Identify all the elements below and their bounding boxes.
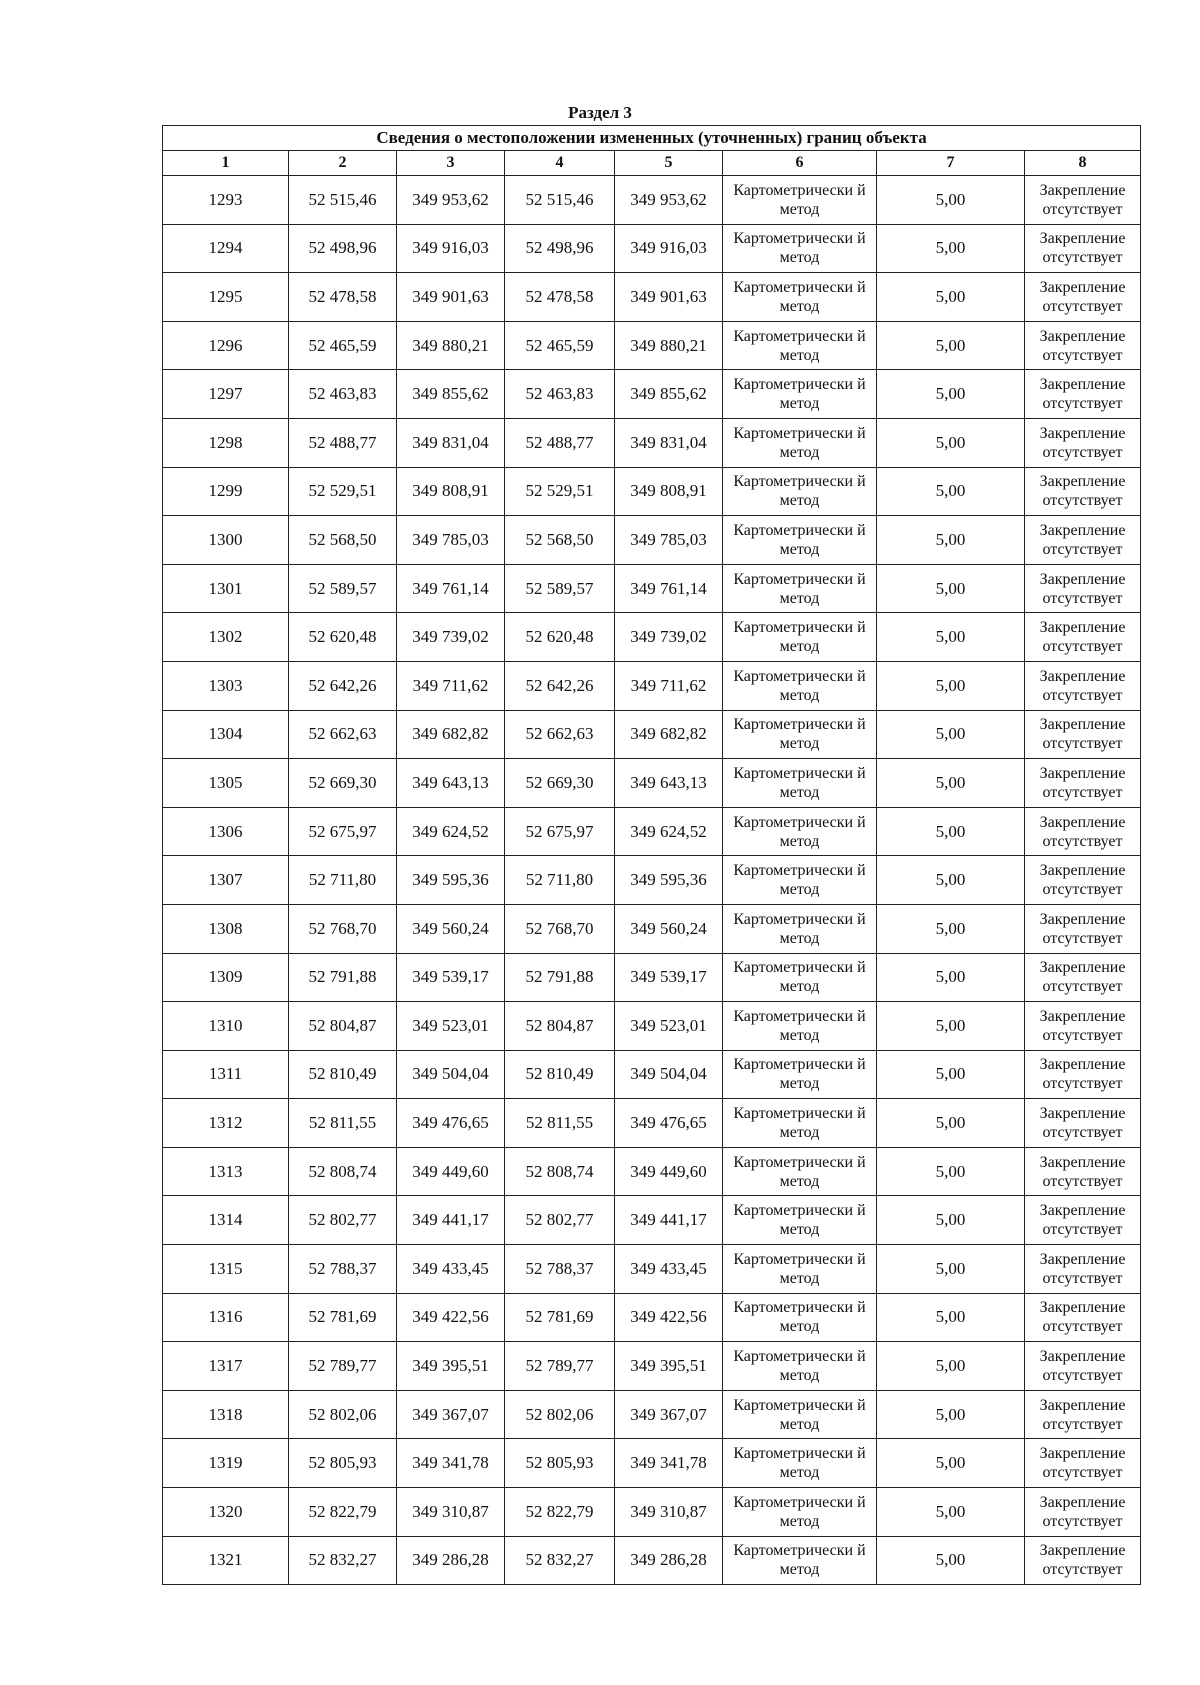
table-row bbox=[163, 953, 1141, 1002]
refined-x-cell: 52 463,83 bbox=[505, 370, 615, 419]
existing-x-cell: 52 488,77 bbox=[289, 418, 397, 467]
existing-x-cell: 52 802,06 bbox=[289, 1390, 397, 1439]
point-number-cell: 1305 bbox=[163, 759, 289, 808]
fixing-cell: Закрепление отсутствует bbox=[1025, 1536, 1141, 1585]
existing-x-cell: 52 802,77 bbox=[289, 1196, 397, 1245]
table-row bbox=[163, 467, 1141, 516]
method-cell: Картометрически й метод bbox=[723, 1147, 877, 1196]
refined-x-cell: 52 675,97 bbox=[505, 807, 615, 856]
refined-x-cell: 52 791,88 bbox=[505, 953, 615, 1002]
existing-y-cell: 349 476,65 bbox=[397, 1099, 505, 1148]
table-row bbox=[163, 613, 1141, 662]
point-number-cell: 1320 bbox=[163, 1488, 289, 1537]
point-number-cell: 1297 bbox=[163, 370, 289, 419]
table-row bbox=[163, 1147, 1141, 1196]
existing-x-cell: 52 808,74 bbox=[289, 1147, 397, 1196]
refined-x-cell: 52 805,93 bbox=[505, 1439, 615, 1488]
existing-x-cell: 52 675,97 bbox=[289, 807, 397, 856]
refined-x-cell: 52 811,55 bbox=[505, 1099, 615, 1148]
existing-y-cell: 349 286,28 bbox=[397, 1536, 505, 1585]
column-number: 2 bbox=[289, 151, 397, 176]
point-number-cell: 1317 bbox=[163, 1342, 289, 1391]
table-row bbox=[163, 1536, 1141, 1585]
point-number-cell: 1308 bbox=[163, 904, 289, 953]
existing-y-cell: 349 504,04 bbox=[397, 1050, 505, 1099]
fixing-cell: Закрепление отсутствует bbox=[1025, 953, 1141, 1002]
table-row bbox=[163, 1439, 1141, 1488]
accuracy-cell: 5,00 bbox=[877, 904, 1025, 953]
column-number: 6 bbox=[723, 151, 877, 176]
refined-x-cell: 52 488,77 bbox=[505, 418, 615, 467]
refined-x-cell: 52 478,58 bbox=[505, 273, 615, 322]
fixing-cell: Закрепление отсутствует bbox=[1025, 1390, 1141, 1439]
existing-y-cell: 349 441,17 bbox=[397, 1196, 505, 1245]
refined-y-cell: 349 808,91 bbox=[615, 467, 723, 516]
existing-x-cell: 52 788,37 bbox=[289, 1245, 397, 1294]
fixing-cell: Закрепление отсутствует bbox=[1025, 1196, 1141, 1245]
refined-y-cell: 349 422,56 bbox=[615, 1293, 723, 1342]
fixing-cell: Закрепление отсутствует bbox=[1025, 224, 1141, 273]
accuracy-cell: 5,00 bbox=[877, 953, 1025, 1002]
existing-x-cell: 52 620,48 bbox=[289, 613, 397, 662]
refined-x-cell: 52 810,49 bbox=[505, 1050, 615, 1099]
fixing-cell: Закрепление отсутствует bbox=[1025, 759, 1141, 808]
existing-x-cell: 52 463,83 bbox=[289, 370, 397, 419]
refined-x-cell: 52 662,63 bbox=[505, 710, 615, 759]
refined-y-cell: 349 476,65 bbox=[615, 1099, 723, 1148]
fixing-cell: Закрепление отсутствует bbox=[1025, 273, 1141, 322]
refined-x-cell: 52 642,26 bbox=[505, 661, 615, 710]
point-number-cell: 1299 bbox=[163, 467, 289, 516]
refined-x-cell: 52 788,37 bbox=[505, 1245, 615, 1294]
accuracy-cell: 5,00 bbox=[877, 710, 1025, 759]
existing-y-cell: 349 539,17 bbox=[397, 953, 505, 1002]
point-number-cell: 1298 bbox=[163, 418, 289, 467]
accuracy-cell: 5,00 bbox=[877, 1245, 1025, 1294]
method-cell: Картометрически й метод bbox=[723, 467, 877, 516]
refined-y-cell: 349 367,07 bbox=[615, 1390, 723, 1439]
point-number-cell: 1312 bbox=[163, 1099, 289, 1148]
refined-y-cell: 349 441,17 bbox=[615, 1196, 723, 1245]
refined-y-cell: 349 523,01 bbox=[615, 1002, 723, 1051]
existing-y-cell: 349 341,78 bbox=[397, 1439, 505, 1488]
method-cell: Картометрически й метод bbox=[723, 1050, 877, 1099]
point-number-cell: 1321 bbox=[163, 1536, 289, 1585]
existing-x-cell: 52 589,57 bbox=[289, 564, 397, 613]
accuracy-cell: 5,00 bbox=[877, 370, 1025, 419]
fixing-cell: Закрепление отсутствует bbox=[1025, 1147, 1141, 1196]
accuracy-cell: 5,00 bbox=[877, 1050, 1025, 1099]
method-cell: Картометрически й метод bbox=[723, 370, 877, 419]
accuracy-cell: 5,00 bbox=[877, 418, 1025, 467]
existing-y-cell: 349 901,63 bbox=[397, 273, 505, 322]
existing-x-cell: 52 822,79 bbox=[289, 1488, 397, 1537]
refined-x-cell: 52 711,80 bbox=[505, 856, 615, 905]
point-number-cell: 1319 bbox=[163, 1439, 289, 1488]
existing-y-cell: 349 395,51 bbox=[397, 1342, 505, 1391]
table-row bbox=[163, 904, 1141, 953]
existing-x-cell: 52 811,55 bbox=[289, 1099, 397, 1148]
fixing-cell: Закрепление отсутствует bbox=[1025, 661, 1141, 710]
refined-x-cell: 52 620,48 bbox=[505, 613, 615, 662]
refined-x-cell: 52 515,46 bbox=[505, 176, 615, 225]
point-number-cell: 1307 bbox=[163, 856, 289, 905]
table-row bbox=[163, 1099, 1141, 1148]
accuracy-cell: 5,00 bbox=[877, 564, 1025, 613]
table-row bbox=[163, 856, 1141, 905]
existing-y-cell: 349 761,14 bbox=[397, 564, 505, 613]
point-number-cell: 1306 bbox=[163, 807, 289, 856]
refined-y-cell: 349 831,04 bbox=[615, 418, 723, 467]
refined-y-cell: 349 341,78 bbox=[615, 1439, 723, 1488]
fixing-cell: Закрепление отсутствует bbox=[1025, 1439, 1141, 1488]
accuracy-cell: 5,00 bbox=[877, 1390, 1025, 1439]
refined-y-cell: 349 643,13 bbox=[615, 759, 723, 808]
accuracy-cell: 5,00 bbox=[877, 1342, 1025, 1391]
table-row bbox=[163, 418, 1141, 467]
accuracy-cell: 5,00 bbox=[877, 1196, 1025, 1245]
existing-x-cell: 52 662,63 bbox=[289, 710, 397, 759]
method-cell: Картометрически й метод bbox=[723, 321, 877, 370]
refined-y-cell: 349 595,36 bbox=[615, 856, 723, 905]
existing-y-cell: 349 739,02 bbox=[397, 613, 505, 662]
method-cell: Картометрически й метод bbox=[723, 418, 877, 467]
existing-x-cell: 52 804,87 bbox=[289, 1002, 397, 1051]
refined-y-cell: 349 286,28 bbox=[615, 1536, 723, 1585]
method-cell: Картометрически й метод bbox=[723, 516, 877, 565]
method-cell: Картометрически й метод bbox=[723, 904, 877, 953]
refined-y-cell: 349 739,02 bbox=[615, 613, 723, 662]
fixing-cell: Закрепление отсутствует bbox=[1025, 904, 1141, 953]
method-cell: Картометрически й метод bbox=[723, 661, 877, 710]
refined-y-cell: 349 310,87 bbox=[615, 1488, 723, 1537]
table-row bbox=[163, 224, 1141, 273]
accuracy-cell: 5,00 bbox=[877, 1099, 1025, 1148]
point-number-cell: 1301 bbox=[163, 564, 289, 613]
fixing-cell: Закрепление отсутствует bbox=[1025, 176, 1141, 225]
method-cell: Картометрически й метод bbox=[723, 1002, 877, 1051]
table-row bbox=[163, 759, 1141, 808]
table-row bbox=[163, 807, 1141, 856]
fixing-cell: Закрепление отсутствует bbox=[1025, 370, 1141, 419]
fixing-cell: Закрепление отсутствует bbox=[1025, 1342, 1141, 1391]
existing-y-cell: 349 808,91 bbox=[397, 467, 505, 516]
existing-y-cell: 349 523,01 bbox=[397, 1002, 505, 1051]
refined-y-cell: 349 539,17 bbox=[615, 953, 723, 1002]
method-cell: Картометрически й метод bbox=[723, 807, 877, 856]
accuracy-cell: 5,00 bbox=[877, 467, 1025, 516]
method-cell: Картометрически й метод bbox=[723, 224, 877, 273]
method-cell: Картометрически й метод bbox=[723, 1293, 877, 1342]
column-number: 8 bbox=[1025, 151, 1141, 176]
refined-x-cell: 52 832,27 bbox=[505, 1536, 615, 1585]
coordinates-table bbox=[162, 125, 1141, 1585]
accuracy-cell: 5,00 bbox=[877, 321, 1025, 370]
refined-y-cell: 349 395,51 bbox=[615, 1342, 723, 1391]
refined-x-cell: 52 669,30 bbox=[505, 759, 615, 808]
refined-x-cell: 52 802,06 bbox=[505, 1390, 615, 1439]
refined-y-cell: 349 711,62 bbox=[615, 661, 723, 710]
method-cell: Картометрически й метод bbox=[723, 1196, 877, 1245]
refined-y-cell: 349 880,21 bbox=[615, 321, 723, 370]
refined-x-cell: 52 804,87 bbox=[505, 1002, 615, 1051]
refined-x-cell: 52 589,57 bbox=[505, 564, 615, 613]
existing-x-cell: 52 568,50 bbox=[289, 516, 397, 565]
table-row bbox=[163, 1390, 1141, 1439]
refined-y-cell: 349 682,82 bbox=[615, 710, 723, 759]
table-row bbox=[163, 370, 1141, 419]
accuracy-cell: 5,00 bbox=[877, 613, 1025, 662]
point-number-cell: 1293 bbox=[163, 176, 289, 225]
point-number-cell: 1295 bbox=[163, 273, 289, 322]
fixing-cell: Закрепление отсутствует bbox=[1025, 1099, 1141, 1148]
refined-x-cell: 52 568,50 bbox=[505, 516, 615, 565]
table-row bbox=[163, 321, 1141, 370]
existing-x-cell: 52 498,96 bbox=[289, 224, 397, 273]
column-number: 5 bbox=[615, 151, 723, 176]
existing-x-cell: 52 529,51 bbox=[289, 467, 397, 516]
fixing-cell: Закрепление отсутствует bbox=[1025, 613, 1141, 662]
existing-y-cell: 349 711,62 bbox=[397, 661, 505, 710]
point-number-cell: 1296 bbox=[163, 321, 289, 370]
fixing-cell: Закрепление отсутствует bbox=[1025, 1002, 1141, 1051]
accuracy-cell: 5,00 bbox=[877, 1536, 1025, 1585]
point-number-cell: 1300 bbox=[163, 516, 289, 565]
fixing-cell: Закрепление отсутствует bbox=[1025, 564, 1141, 613]
refined-x-cell: 52 822,79 bbox=[505, 1488, 615, 1537]
fixing-cell: Закрепление отсутствует bbox=[1025, 418, 1141, 467]
existing-y-cell: 349 880,21 bbox=[397, 321, 505, 370]
existing-y-cell: 349 682,82 bbox=[397, 710, 505, 759]
refined-y-cell: 349 560,24 bbox=[615, 904, 723, 953]
method-cell: Картометрически й метод bbox=[723, 1488, 877, 1537]
method-cell: Картометрически й метод bbox=[723, 1245, 877, 1294]
accuracy-cell: 5,00 bbox=[877, 1002, 1025, 1051]
method-cell: Картометрически й метод bbox=[723, 1390, 877, 1439]
fixing-cell: Закрепление отсутствует bbox=[1025, 321, 1141, 370]
refined-y-cell: 349 916,03 bbox=[615, 224, 723, 273]
column-number: 1 bbox=[163, 151, 289, 176]
existing-y-cell: 349 595,36 bbox=[397, 856, 505, 905]
existing-x-cell: 52 669,30 bbox=[289, 759, 397, 808]
refined-x-cell: 52 802,77 bbox=[505, 1196, 615, 1245]
existing-x-cell: 52 478,58 bbox=[289, 273, 397, 322]
existing-y-cell: 349 433,45 bbox=[397, 1245, 505, 1294]
refined-x-cell: 52 465,59 bbox=[505, 321, 615, 370]
existing-y-cell: 349 953,62 bbox=[397, 176, 505, 225]
table-row bbox=[163, 564, 1141, 613]
accuracy-cell: 5,00 bbox=[877, 661, 1025, 710]
fixing-cell: Закрепление отсутствует bbox=[1025, 856, 1141, 905]
existing-y-cell: 349 916,03 bbox=[397, 224, 505, 273]
point-number-cell: 1313 bbox=[163, 1147, 289, 1196]
accuracy-cell: 5,00 bbox=[877, 1147, 1025, 1196]
existing-x-cell: 52 465,59 bbox=[289, 321, 397, 370]
table-row bbox=[163, 661, 1141, 710]
refined-x-cell: 52 781,69 bbox=[505, 1293, 615, 1342]
method-cell: Картометрически й метод bbox=[723, 710, 877, 759]
point-number-cell: 1309 bbox=[163, 953, 289, 1002]
existing-x-cell: 52 805,93 bbox=[289, 1439, 397, 1488]
table-caption: Сведения о местоположении измененных (уточненных) границ объекта bbox=[163, 126, 1141, 151]
accuracy-cell: 5,00 bbox=[877, 1293, 1025, 1342]
table-row bbox=[163, 1245, 1141, 1294]
existing-y-cell: 349 831,04 bbox=[397, 418, 505, 467]
fixing-cell: Закрепление отсутствует bbox=[1025, 1293, 1141, 1342]
table-row bbox=[163, 1488, 1141, 1537]
existing-x-cell: 52 810,49 bbox=[289, 1050, 397, 1099]
existing-x-cell: 52 642,26 bbox=[289, 661, 397, 710]
table-row bbox=[163, 1196, 1141, 1245]
fixing-cell: Закрепление отсутствует bbox=[1025, 710, 1141, 759]
table-row bbox=[163, 710, 1141, 759]
fixing-cell: Закрепление отсутствует bbox=[1025, 1245, 1141, 1294]
point-number-cell: 1302 bbox=[163, 613, 289, 662]
fixing-cell: Закрепление отсутствует bbox=[1025, 467, 1141, 516]
table-row bbox=[163, 1293, 1141, 1342]
table-body bbox=[163, 176, 1141, 1585]
existing-y-cell: 349 855,62 bbox=[397, 370, 505, 419]
method-cell: Картометрически й метод bbox=[723, 953, 877, 1002]
method-cell: Картометрически й метод bbox=[723, 613, 877, 662]
refined-y-cell: 349 504,04 bbox=[615, 1050, 723, 1099]
method-cell: Картометрически й метод bbox=[723, 273, 877, 322]
existing-x-cell: 52 789,77 bbox=[289, 1342, 397, 1391]
method-cell: Картометрически й метод bbox=[723, 856, 877, 905]
existing-x-cell: 52 768,70 bbox=[289, 904, 397, 953]
method-cell: Картометрически й метод bbox=[723, 1099, 877, 1148]
point-number-cell: 1318 bbox=[163, 1390, 289, 1439]
existing-y-cell: 349 310,87 bbox=[397, 1488, 505, 1537]
point-number-cell: 1304 bbox=[163, 710, 289, 759]
point-number-cell: 1310 bbox=[163, 1002, 289, 1051]
fixing-cell: Закрепление отсутствует bbox=[1025, 1050, 1141, 1099]
method-cell: Картометрически й метод bbox=[723, 1536, 877, 1585]
existing-y-cell: 349 624,52 bbox=[397, 807, 505, 856]
refined-y-cell: 349 449,60 bbox=[615, 1147, 723, 1196]
refined-x-cell: 52 789,77 bbox=[505, 1342, 615, 1391]
accuracy-cell: 5,00 bbox=[877, 856, 1025, 905]
column-number-row bbox=[163, 151, 1141, 176]
existing-y-cell: 349 785,03 bbox=[397, 516, 505, 565]
refined-y-cell: 349 624,52 bbox=[615, 807, 723, 856]
method-cell: Картометрически й метод bbox=[723, 1439, 877, 1488]
point-number-cell: 1316 bbox=[163, 1293, 289, 1342]
existing-y-cell: 349 643,13 bbox=[397, 759, 505, 808]
point-number-cell: 1314 bbox=[163, 1196, 289, 1245]
accuracy-cell: 5,00 bbox=[877, 759, 1025, 808]
table-row bbox=[163, 1342, 1141, 1391]
table-row bbox=[163, 1002, 1141, 1051]
column-number: 4 bbox=[505, 151, 615, 176]
section-title: Раздел 3 bbox=[568, 103, 632, 122]
fixing-cell: Закрепление отсутствует bbox=[1025, 516, 1141, 565]
existing-x-cell: 52 781,69 bbox=[289, 1293, 397, 1342]
refined-x-cell: 52 768,70 bbox=[505, 904, 615, 953]
existing-y-cell: 349 560,24 bbox=[397, 904, 505, 953]
caption-row bbox=[163, 126, 1141, 151]
existing-y-cell: 349 367,07 bbox=[397, 1390, 505, 1439]
method-cell: Картометрически й метод bbox=[723, 1342, 877, 1391]
column-number: 3 bbox=[397, 151, 505, 176]
table-row bbox=[163, 176, 1141, 225]
refined-y-cell: 349 761,14 bbox=[615, 564, 723, 613]
refined-x-cell: 52 498,96 bbox=[505, 224, 615, 273]
method-cell: Картометрически й метод bbox=[723, 176, 877, 225]
fixing-cell: Закрепление отсутствует bbox=[1025, 807, 1141, 856]
accuracy-cell: 5,00 bbox=[877, 1439, 1025, 1488]
existing-y-cell: 349 449,60 bbox=[397, 1147, 505, 1196]
method-cell: Картометрически й метод bbox=[723, 759, 877, 808]
point-number-cell: 1311 bbox=[163, 1050, 289, 1099]
refined-y-cell: 349 433,45 bbox=[615, 1245, 723, 1294]
column-number: 7 bbox=[877, 151, 1025, 176]
table-row bbox=[163, 273, 1141, 322]
refined-y-cell: 349 855,62 bbox=[615, 370, 723, 419]
point-number-cell: 1315 bbox=[163, 1245, 289, 1294]
fixing-cell: Закрепление отсутствует bbox=[1025, 1488, 1141, 1537]
accuracy-cell: 5,00 bbox=[877, 273, 1025, 322]
method-cell: Картометрически й метод bbox=[723, 564, 877, 613]
accuracy-cell: 5,00 bbox=[877, 224, 1025, 273]
refined-y-cell: 349 785,03 bbox=[615, 516, 723, 565]
point-number-cell: 1303 bbox=[163, 661, 289, 710]
table-row bbox=[163, 516, 1141, 565]
existing-x-cell: 52 711,80 bbox=[289, 856, 397, 905]
point-number-cell: 1294 bbox=[163, 224, 289, 273]
accuracy-cell: 5,00 bbox=[877, 176, 1025, 225]
existing-y-cell: 349 422,56 bbox=[397, 1293, 505, 1342]
existing-x-cell: 52 832,27 bbox=[289, 1536, 397, 1585]
accuracy-cell: 5,00 bbox=[877, 807, 1025, 856]
existing-x-cell: 52 515,46 bbox=[289, 176, 397, 225]
accuracy-cell: 5,00 bbox=[877, 1488, 1025, 1537]
table-row bbox=[163, 1050, 1141, 1099]
refined-y-cell: 349 901,63 bbox=[615, 273, 723, 322]
refined-y-cell: 349 953,62 bbox=[615, 176, 723, 225]
existing-x-cell: 52 791,88 bbox=[289, 953, 397, 1002]
refined-x-cell: 52 529,51 bbox=[505, 467, 615, 516]
accuracy-cell: 5,00 bbox=[877, 516, 1025, 565]
refined-x-cell: 52 808,74 bbox=[505, 1147, 615, 1196]
